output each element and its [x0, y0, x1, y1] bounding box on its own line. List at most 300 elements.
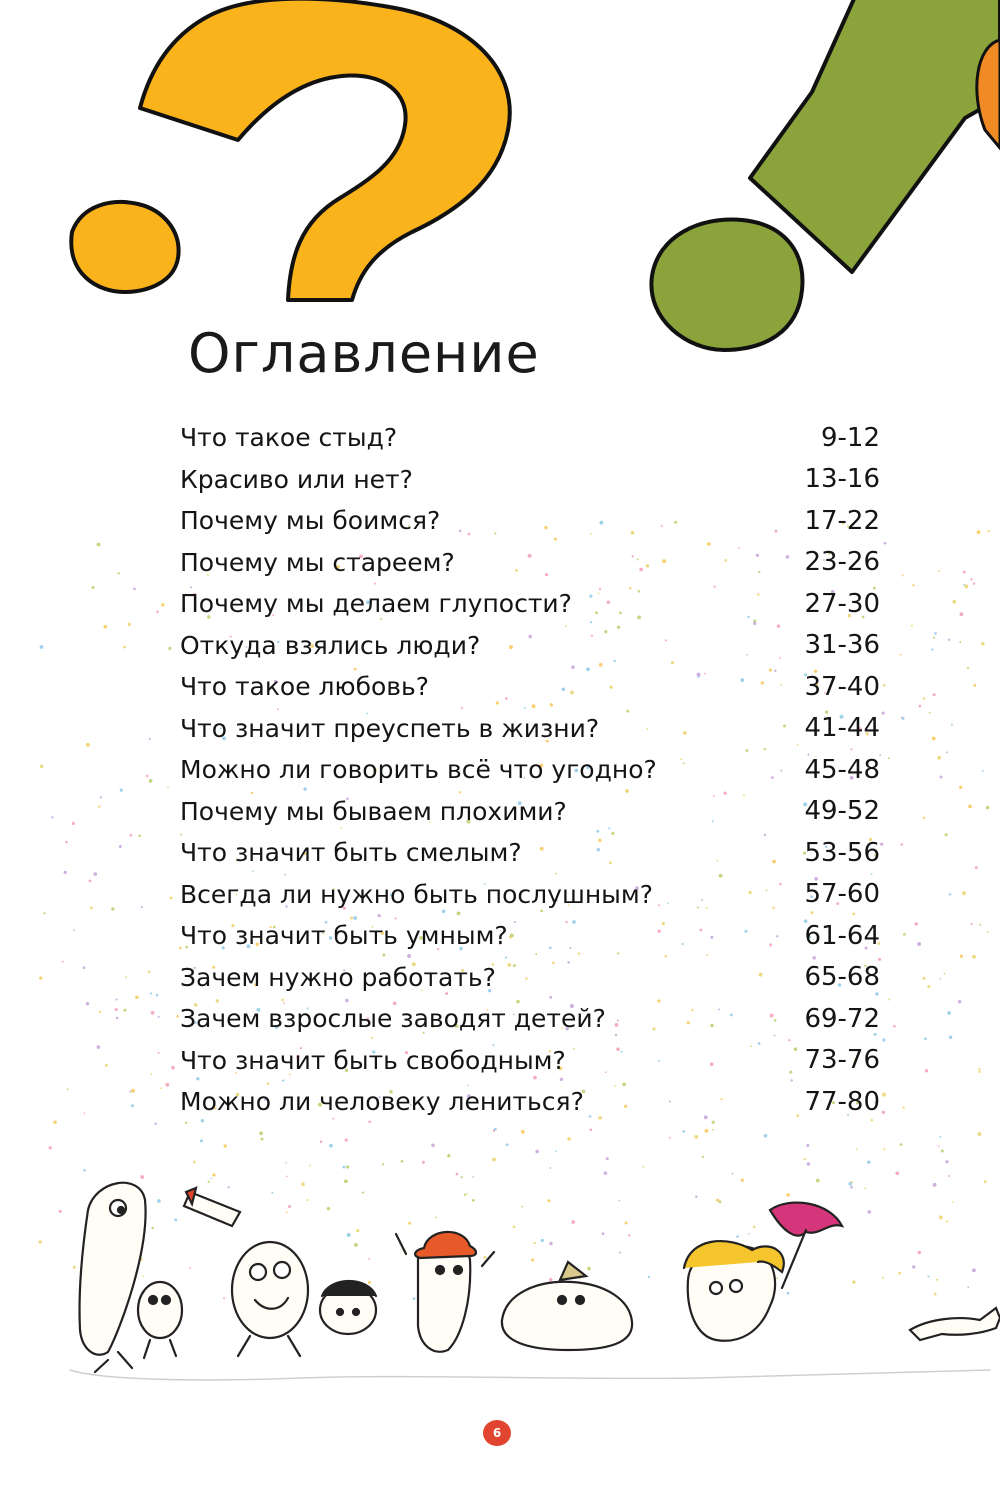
confetti-dot: [211, 1178, 213, 1180]
confetti-dot: [606, 1157, 609, 1160]
toc-entry-pages: 41-44: [804, 713, 880, 744]
confetti-dot: [937, 756, 941, 760]
confetti-dot: [979, 924, 981, 926]
confetti-dot: [151, 1227, 154, 1230]
confetti-dot: [223, 1144, 226, 1147]
confetti-dot: [156, 610, 159, 613]
confetti-dot: [97, 1045, 101, 1049]
confetti-dot: [925, 1069, 928, 1072]
confetti-dot: [938, 1145, 940, 1147]
confetti-dot: [903, 1106, 905, 1108]
toc-entry[interactable]: [180, 417, 880, 459]
confetti-dot: [167, 786, 169, 788]
toc-entry-title: Можно ли говорить всё что угодно?: [180, 755, 657, 785]
confetti-dot: [952, 1201, 954, 1203]
confetti-dot: [882, 1111, 885, 1114]
confetti-dot: [49, 1146, 52, 1149]
confetti-dot: [883, 684, 886, 687]
confetti-dot: [962, 891, 966, 895]
confetti-dot: [83, 1169, 86, 1172]
confetti-dot: [456, 1173, 459, 1176]
confetti-dot: [753, 1226, 756, 1229]
confetti-dot: [972, 955, 976, 959]
confetti-dot: [43, 912, 45, 914]
toc-entry[interactable]: [180, 625, 880, 667]
toc-entry-pages: 31-36: [804, 630, 880, 661]
confetti-dot: [158, 1016, 160, 1018]
page-title: Оглавление: [188, 322, 540, 385]
confetti-dot: [883, 1148, 885, 1150]
umbrella-character: [684, 1203, 842, 1341]
toc-entry-title: Зачем взрослые заводят детей?: [180, 1004, 606, 1034]
confetti-dot: [959, 612, 963, 616]
confetti-dot: [940, 776, 943, 779]
confetti-dot: [170, 897, 173, 900]
confetti-dot: [513, 1226, 516, 1229]
confetti-dot: [927, 1276, 929, 1278]
confetti-dot: [142, 1275, 144, 1277]
confetti-dot: [51, 816, 53, 818]
confetti-dot: [535, 1150, 539, 1154]
umbrella-handle: [782, 1230, 806, 1288]
confetti-dot: [748, 1233, 750, 1235]
toc-entry[interactable]: [180, 957, 880, 999]
confetti-dot: [933, 637, 935, 639]
confetti-dot: [963, 571, 966, 574]
ground-line: [70, 1370, 990, 1380]
confetti-dot: [988, 530, 990, 532]
round-character-body: [232, 1242, 308, 1338]
toc-entry-title: Что значит быть умным?: [180, 921, 508, 951]
confetti-dot: [931, 648, 933, 650]
confetti-dot: [806, 1144, 809, 1147]
confetti-dot: [193, 1161, 196, 1164]
hat-character-hat: [415, 1232, 476, 1258]
confetti-dot: [973, 582, 975, 584]
confetti-dot: [133, 588, 136, 591]
confetti-dot: [959, 641, 961, 643]
confetti-dot: [604, 1171, 608, 1175]
confetti-dot: [912, 1265, 915, 1268]
confetti-dot: [472, 1176, 474, 1178]
toc-entry-pages: 9-12: [820, 422, 880, 453]
hat-character: [396, 1232, 494, 1352]
confetti-dot: [923, 817, 925, 819]
hat-character-eye-left: [436, 1266, 444, 1274]
confetti-dot: [929, 712, 931, 714]
confetti-dot: [151, 1073, 153, 1075]
confetti-dot: [93, 872, 97, 876]
confetti-dot: [567, 1137, 570, 1140]
small-character-eye-left: [149, 1296, 157, 1304]
confetti-dot: [53, 1121, 57, 1125]
confetti-dot: [917, 942, 921, 946]
toc-entry-pages: 13-16: [804, 464, 880, 495]
confetti-dot: [864, 1188, 866, 1190]
confetti-dot: [856, 1148, 858, 1150]
confetti-dot: [555, 1150, 557, 1152]
blob-character-eye-right: [576, 1296, 584, 1304]
confetti-dot: [327, 1207, 330, 1210]
confetti-dot: [422, 1161, 425, 1164]
umbrella-character-eye-left: [710, 1282, 722, 1294]
confetti-dot: [549, 1278, 552, 1281]
confetti-dot: [981, 642, 985, 646]
confetti-dot: [900, 654, 902, 656]
confetti-dot: [945, 833, 948, 836]
confetti-dot: [884, 542, 887, 545]
confetti-dot: [936, 1279, 938, 1281]
toc-entry-title: Что значит быть смелым?: [180, 838, 522, 868]
confetti-dot: [506, 1143, 509, 1146]
confetti-dot: [521, 1130, 525, 1134]
small-character-eye-right: [162, 1296, 170, 1304]
confetti-dot: [959, 786, 962, 789]
confetti-dot: [987, 931, 989, 933]
confetti-dot: [587, 1267, 591, 1271]
confetti-dot: [157, 1199, 161, 1203]
confetti-dot: [625, 1222, 628, 1225]
confetti-dot: [59, 1210, 62, 1213]
confetti-dot: [741, 1179, 744, 1182]
confetti-dot: [40, 765, 44, 769]
confetti-dot: [963, 584, 965, 586]
curly-character-eye-right: [353, 1309, 359, 1315]
confetti-dot: [288, 1205, 291, 1208]
confetti-dot: [970, 923, 972, 925]
confetti-dot: [320, 1140, 323, 1143]
confetti-dot: [435, 1217, 437, 1219]
small-character-body: [138, 1282, 182, 1338]
toc-entry[interactable]: [180, 666, 880, 708]
toc-entry[interactable]: [180, 998, 880, 1040]
toc-entry[interactable]: [180, 915, 880, 957]
exclamation-mark-illustration: [651, 0, 1000, 350]
confetti-dot: [786, 1193, 790, 1197]
confetti-dot: [531, 1259, 534, 1262]
confetti-dot: [157, 1052, 159, 1054]
confetti-dot: [736, 1235, 739, 1238]
toc-entry[interactable]: [180, 874, 880, 916]
confetti-dot: [911, 625, 913, 627]
confetti-dot: [972, 1268, 976, 1272]
confetti-dot: [135, 996, 139, 1000]
confetti-dot: [120, 789, 123, 792]
confetti-dot: [401, 1160, 404, 1163]
confetti-dot: [982, 770, 984, 772]
confetti-dot: [852, 1280, 855, 1283]
confetti-dot: [176, 1015, 179, 1018]
confetti-dot: [347, 1233, 351, 1237]
confetti-dot: [934, 1293, 937, 1296]
confetti-dot: [941, 1150, 944, 1153]
confetti-dot: [128, 623, 131, 626]
hat-character-body: [418, 1245, 470, 1352]
confetti-dot: [464, 1194, 466, 1196]
confetti-dot: [73, 1266, 76, 1269]
confetti-dot: [978, 1071, 980, 1073]
toc-entry[interactable]: [180, 459, 880, 501]
confetti-dot: [978, 1068, 980, 1070]
confetti-dot: [901, 717, 903, 719]
blob-character: [502, 1262, 632, 1350]
confetti-dot: [148, 970, 151, 973]
confetti-dot: [934, 632, 937, 635]
confetti-dot: [643, 1166, 645, 1168]
confetti-dot: [946, 751, 948, 753]
confetti-dot: [970, 578, 972, 580]
confetti-dot: [682, 1130, 685, 1133]
confetti-dot: [712, 1129, 714, 1131]
confetti-dot: [472, 1199, 475, 1202]
toc-entry-pages: 49-52: [804, 796, 880, 827]
blob-character-hat: [560, 1262, 586, 1280]
confetti-dot: [695, 1195, 698, 1198]
confetti-dot: [119, 845, 122, 848]
confetti-dot: [898, 1272, 901, 1275]
toc-entry[interactable]: [180, 749, 880, 791]
confetti-dot: [86, 743, 90, 747]
confetti-dot: [912, 584, 914, 586]
confetti-dot: [84, 1112, 86, 1114]
confetti-dot: [62, 961, 64, 963]
toc-entry[interactable]: [180, 583, 880, 625]
confetti-dot: [329, 1144, 333, 1148]
confetti-dot: [65, 841, 68, 844]
confetti-dot: [923, 977, 926, 980]
dog-body: [910, 1308, 1000, 1340]
confetti-dot: [893, 1025, 896, 1028]
confetti-dot: [939, 1215, 943, 1219]
confetti-dot: [346, 1165, 349, 1168]
confetti-dot: [344, 1179, 348, 1183]
round-character-eye-right: [274, 1262, 290, 1278]
confetti-dot: [286, 1175, 288, 1177]
confetti-dot: [602, 1232, 605, 1235]
confetti-dot: [131, 1089, 135, 1093]
confetti-dot: [986, 806, 990, 810]
confetti-dot: [141, 906, 143, 908]
confetti-dot: [130, 1091, 132, 1093]
toc-entry[interactable]: [180, 1081, 880, 1123]
toc-entry[interactable]: [180, 500, 880, 542]
toc-entry-title: Откуда взялись люди?: [180, 630, 481, 660]
confetti-dot: [549, 1242, 552, 1245]
umbrella-character-eye-right: [730, 1280, 742, 1292]
confetti-dot: [100, 796, 102, 798]
confetti-dot: [90, 906, 93, 909]
confetti-dot: [533, 1242, 535, 1244]
confetti-dot: [940, 978, 942, 980]
toc-entry-pages: 57-60: [804, 879, 880, 910]
question-mark-dot: [71, 202, 178, 292]
confetti-dot: [764, 1134, 768, 1138]
toc-entry[interactable]: [180, 542, 880, 584]
toc-entry-title: Что такое стыд?: [180, 423, 398, 453]
confetti-dot: [301, 1182, 305, 1186]
confetti-dot: [776, 1278, 778, 1280]
toc-entry[interactable]: [180, 1040, 880, 1082]
confetti-dot: [212, 1173, 215, 1176]
confetti-dot: [901, 843, 904, 846]
confetti-dot: [882, 712, 885, 715]
confetti-dot: [98, 806, 100, 808]
confetti-dot: [156, 994, 159, 997]
confetti-dot: [571, 1220, 575, 1224]
confetti-dot: [40, 645, 44, 649]
confetti-dot: [431, 1143, 435, 1147]
confetti-dot: [549, 1167, 551, 1169]
confetti-dot: [968, 805, 972, 809]
confetti-dot: [149, 738, 151, 740]
confetti-dot: [541, 1239, 544, 1242]
confetti-dot: [467, 1193, 469, 1195]
small-character-legs: [144, 1340, 176, 1358]
toc-entry-title: Что значит преуспеть в жизни?: [180, 713, 600, 743]
confetti-dot: [368, 1258, 370, 1260]
confetti-dot: [918, 1251, 921, 1254]
toc-entry[interactable]: [180, 832, 880, 874]
confetti-dot: [944, 973, 946, 975]
confetti-dot: [958, 1000, 961, 1003]
confetti-dot: [92, 586, 95, 589]
toc-entry[interactable]: [180, 791, 880, 833]
confetti-dot: [83, 966, 86, 969]
confetti-dot: [951, 724, 953, 726]
confetti-dot: [619, 1252, 621, 1254]
confetti-dot: [115, 1008, 118, 1011]
toc-entry-title: Почему мы делаем глупости?: [180, 589, 572, 619]
confetti-dot: [973, 684, 976, 687]
confetti-dot: [669, 1137, 671, 1139]
confetti-dot: [408, 1222, 411, 1225]
confetti-dot: [705, 1129, 709, 1133]
confetti-dot: [880, 843, 883, 846]
confetti-dot: [924, 1037, 927, 1040]
toc-entry[interactable]: [180, 708, 880, 750]
confetti-dot: [719, 1200, 722, 1203]
confetti-dot: [138, 835, 141, 838]
blob-character-body: [502, 1282, 632, 1350]
confetti-dot: [413, 1297, 416, 1300]
toc-entry-title: Всегда ли нужно быть послушным?: [180, 879, 654, 909]
confetti-dot: [200, 1139, 203, 1142]
characters-parade: [70, 1183, 1000, 1380]
confetti-dot: [116, 998, 118, 1000]
confetti-dot: [67, 1088, 69, 1090]
confetti-dot: [38, 1240, 41, 1243]
confetti-dot: [807, 1162, 810, 1165]
confetti-dot: [111, 907, 114, 910]
confetti-dot: [939, 1136, 941, 1138]
confetti-dot: [948, 1175, 950, 1177]
confetti-dot: [223, 1297, 225, 1299]
confetti-dot: [140, 1175, 144, 1179]
exclamation-dot: [651, 219, 802, 350]
confetti-dot: [967, 1286, 969, 1288]
confetti-dot: [895, 1171, 899, 1175]
confetti-dot: [919, 705, 922, 708]
confetti-dot: [868, 1210, 872, 1214]
toc-entry-pages: 77-80: [804, 1086, 880, 1117]
confetti-dot: [521, 1206, 523, 1208]
confetti-dot: [960, 955, 963, 958]
confetti-dot: [932, 737, 936, 741]
confetti-dot: [816, 1179, 820, 1183]
confetti-dot: [123, 1009, 126, 1012]
confetti-dot: [227, 1186, 229, 1188]
toc-entry-pages: 53-56: [804, 837, 880, 868]
confetti-dot: [285, 1162, 287, 1164]
confetti-dot: [589, 1128, 592, 1131]
exclamation-bar: [750, 0, 1000, 272]
confetti-dot: [648, 1276, 650, 1278]
confetti-dot: [848, 1182, 852, 1186]
toc-entry-pages: 73-76: [804, 1045, 880, 1076]
small-character: [138, 1282, 182, 1358]
confetti-dot: [804, 1158, 806, 1160]
confetti-dot: [356, 1229, 359, 1232]
curly-character-hair: [322, 1281, 376, 1296]
toc-entry-title: Что значит быть свободным?: [180, 1045, 566, 1075]
confetti-dot: [129, 834, 132, 837]
confetti-dot: [154, 1122, 156, 1124]
question-mark-hook: [140, 0, 510, 300]
confetti-dot: [189, 1267, 191, 1269]
tall-character-pupil: [118, 1207, 124, 1213]
confetti-dot: [949, 1036, 952, 1039]
confetti-dot: [948, 639, 950, 641]
curly-character: [320, 1281, 376, 1334]
confetti-dot: [547, 1199, 550, 1202]
confetti-dot: [850, 1186, 853, 1189]
toc-entry-pages: 37-40: [804, 671, 880, 702]
confetti-dot: [900, 1143, 903, 1146]
confetti-dot: [888, 998, 890, 1000]
confetti-dot: [461, 1176, 463, 1178]
flying-tube: [184, 1188, 240, 1226]
toc-entry-pages: 23-26: [804, 547, 880, 578]
confetti-dot: [149, 779, 153, 783]
confetti-dot: [160, 1087, 162, 1089]
toc-entry-title: Красиво или нет?: [180, 464, 413, 494]
confetti-dot: [123, 646, 126, 649]
confetti-dot: [977, 1132, 981, 1136]
confetti-dot: [103, 625, 107, 629]
toc-entry-title: Почему мы бываем плохими?: [180, 796, 567, 826]
confetti-dot: [174, 1218, 177, 1221]
confetti-dot: [150, 992, 152, 994]
confetti-dot: [933, 693, 936, 696]
confetti-dot: [97, 543, 101, 547]
toc-entry-pages: 45-48: [804, 754, 880, 785]
confetti-dot: [39, 976, 42, 979]
confetti-dot: [382, 1163, 384, 1165]
confetti-dot: [694, 1135, 698, 1139]
confetti-dot: [89, 880, 92, 883]
confetti-dot: [927, 985, 930, 988]
confetti-dot: [787, 1292, 790, 1295]
confetti-dot: [260, 1138, 263, 1141]
confetti-dot: [306, 1199, 308, 1201]
confetti-dot: [343, 1166, 346, 1169]
toc-entry-pages: 69-72: [804, 1003, 880, 1034]
confetti-dot: [368, 1281, 371, 1284]
confetti-dot: [732, 1173, 734, 1175]
confetti-dot: [309, 1165, 311, 1167]
toc-entry-title: Зачем нужно работать?: [180, 962, 496, 992]
confetti-dot: [933, 1183, 937, 1187]
